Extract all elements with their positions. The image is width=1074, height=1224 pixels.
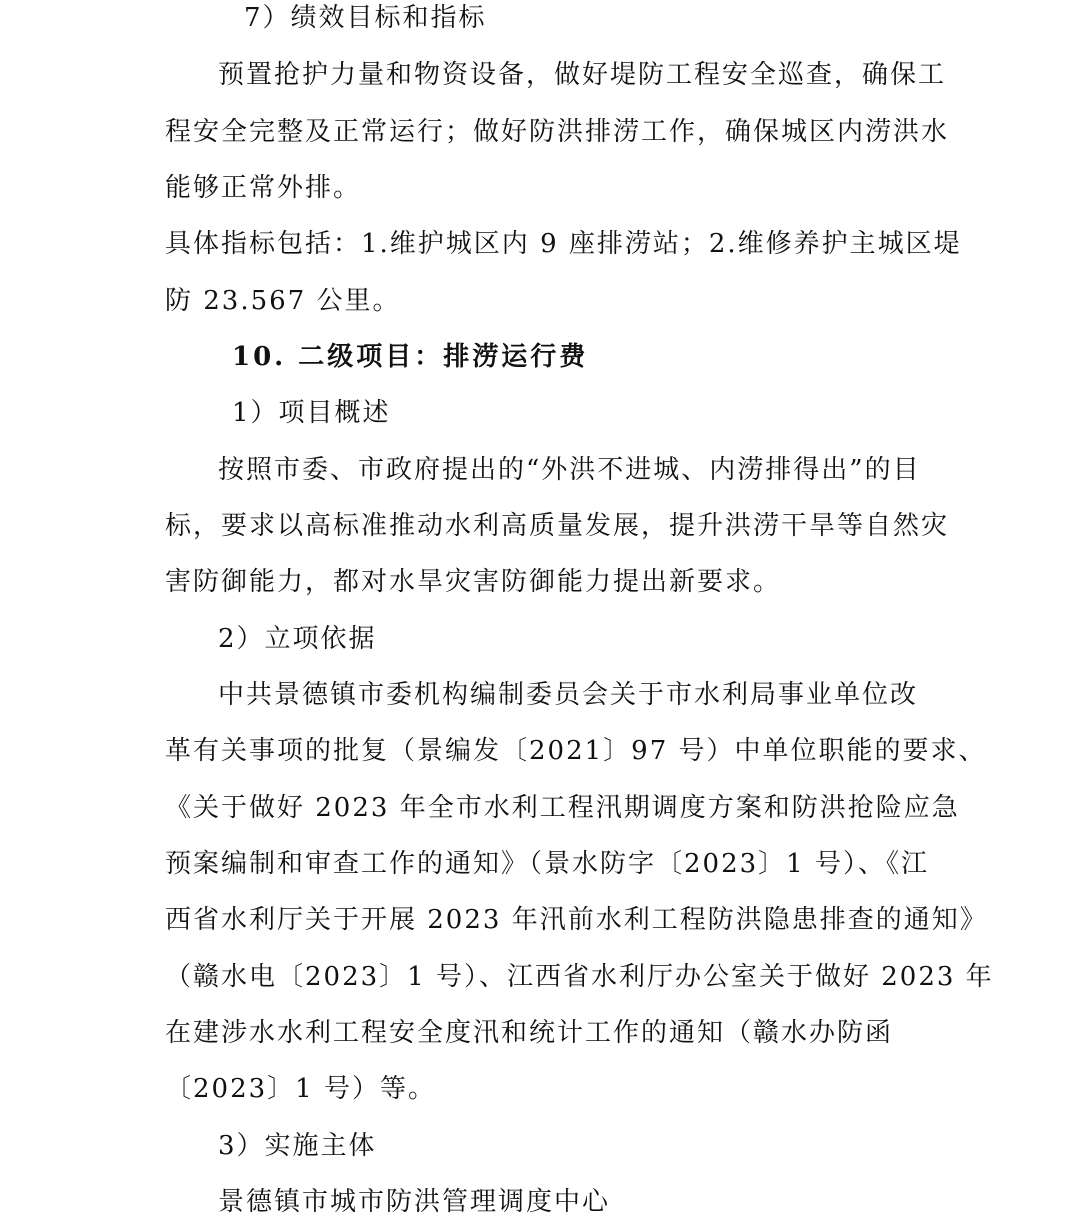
paragraph-line: 〔2023〕1 号）等。 [165, 1074, 436, 1104]
paragraph-line: 预置抢护力量和物资设备，做好堤防工程安全巡查，确保工 [218, 60, 947, 90]
paragraph-line: 具体指标包括：1.维护城区内 9 座排涝站；2.维修养护主城区堤 [165, 229, 962, 259]
section-heading-performance-goals: 7）绩效目标和指标 [244, 3, 487, 33]
paragraph-line: 西省水利厅关于开展 2023 年汛前水利工程防洪隐患排查的通知》 [165, 905, 988, 935]
section-heading-implementer: 3）实施主体 [218, 1131, 377, 1161]
paragraph-line: 《关于做好 2023 年全市水利工程汛期调度方案和防洪抢险应急 [165, 793, 960, 823]
paragraph-line: 革有关事项的批复（景编发〔2021〕97 号）中单位职能的要求、 [165, 736, 987, 766]
paragraph-line: 预案编制和审查工作的通知》（景水防字〔2023〕1 号）、《江 [165, 849, 929, 879]
paragraph-line: （赣水电〔2023〕1 号）、江西省水利厅办公室关于做好 2023 年 [165, 962, 994, 992]
paragraph-line: 防 23.567 公里。 [165, 286, 401, 316]
paragraph-line: 能够正常外排。 [165, 173, 362, 203]
paragraph-line: 害防御能力，都对水旱灾害防御能力提出新要求。 [165, 567, 782, 597]
paragraph-line: 在建涉水水利工程安全度汛和统计工作的通知（赣水办防函 [165, 1018, 894, 1048]
paragraph-line: 中共景德镇市委机构编制委员会关于市水利局事业单位改 [218, 680, 919, 710]
project-title: 10. 二级项目：排涝运行费 [232, 342, 589, 372]
paragraph-line: 程安全完整及正常运行；做好防洪排涝工作，确保城区内涝洪水 [165, 117, 950, 147]
section-heading-overview: 1）项目概述 [232, 398, 391, 428]
paragraph-line: 景德镇市城市防洪管理调度中心 [218, 1187, 611, 1217]
paragraph-line: 标，要求以高标准推动水利高质量发展，提升洪涝干旱等自然灾 [165, 511, 950, 541]
section-heading-basis: 2）立项依据 [218, 624, 377, 654]
paragraph-line: 按照市委、市政府提出的“外洪不进城、内涝排得出”的目 [218, 455, 921, 485]
